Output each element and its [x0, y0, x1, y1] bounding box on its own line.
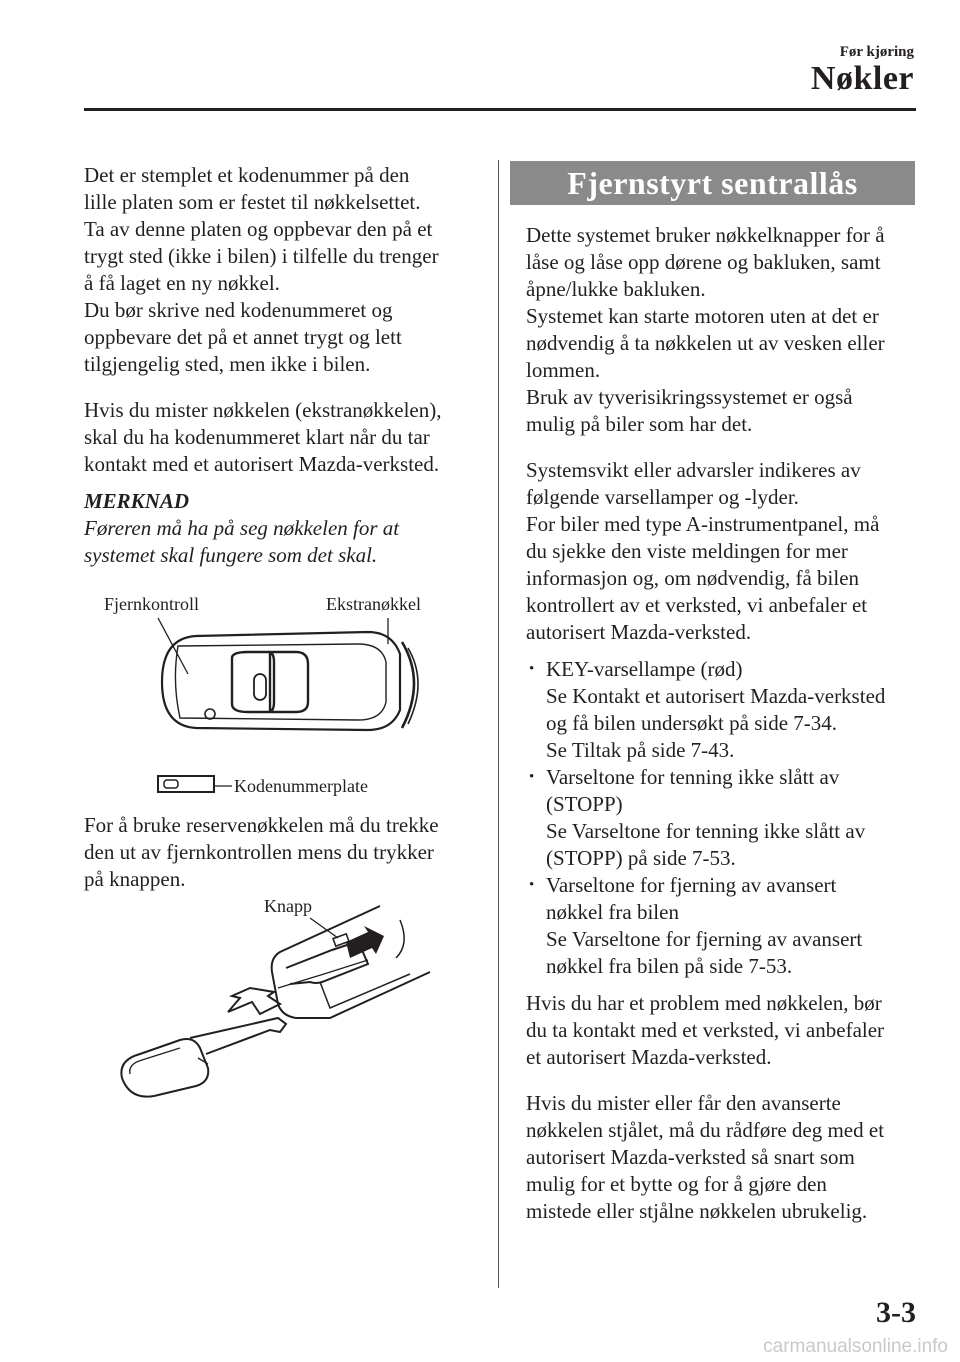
text-line: Bruk av tyverisikringssystemet er også: [526, 385, 853, 409]
left-para-2: [84, 397, 484, 478]
text-line: • Varseltone for tenning ikke slått av: [546, 765, 840, 789]
left-para-1: [84, 162, 484, 378]
key-fob-section-icon: [272, 906, 430, 1018]
page-number: 3-3: [876, 1296, 916, 1329]
right-column: [526, 222, 918, 1225]
text-line: kontrollert av et verksted, vi anbefaler et: [526, 593, 868, 617]
watermark: carmanualsonline.info: [763, 1336, 948, 1357]
left-para-3: [84, 812, 484, 893]
text-line: Du bør skrive ned kodenummeret og: [84, 298, 393, 322]
note-title: MERKNAD: [84, 489, 190, 513]
section-banner: Fjernstyrt sentrallås: [510, 161, 915, 205]
text-line: Se Varseltone for tenning ikke slått av: [546, 819, 866, 843]
text-line: å få laget en ny nøkkel.: [84, 271, 280, 295]
note-line: systemet skal fungere som det skal.: [84, 543, 378, 567]
text-line: • Varseltone for fjerning av avansert: [546, 873, 837, 897]
text-line: mulig på biler som har det.: [526, 412, 753, 436]
text-line: For å bruke reservenøkkelen må du trekke: [84, 813, 439, 837]
header-rule: [84, 108, 916, 111]
text-line: Hvis du mister nøkkelen (ekstranøkkelen),: [84, 398, 442, 422]
right-para-4: [526, 1090, 918, 1225]
text-line: Hvis du har et problem med nøkkelen, bør: [526, 991, 882, 1015]
column-divider: [498, 160, 499, 1288]
key-fob-illustration: [96, 586, 456, 800]
note-line: Føreren må ha på seg nøkkelen for at: [84, 516, 400, 540]
text-line: du ta kontakt med et verksted, vi anbefaler: [526, 1018, 885, 1042]
text-line: autorisert Mazda-verksted så snart som: [526, 1145, 855, 1169]
text-line: den ut av fjernkontrollen mens du trykker: [84, 840, 434, 864]
press-arrow-icon: [346, 926, 384, 958]
pull-arrow-icon: [228, 988, 280, 1014]
code-plate-label: Kodenummerplate: [234, 776, 368, 796]
text-line: Systemsvikt eller advarsler indikeres av: [526, 458, 861, 482]
text-line: nøkkel fra bilen på side 7-53.: [546, 954, 793, 978]
right-para-1: [526, 222, 918, 438]
text-line: Se Tiltak på side 7-43.: [546, 738, 735, 762]
warning-list: [526, 656, 918, 980]
spare-key-removal-illustration: [110, 888, 470, 1128]
key-fob-icon: [162, 632, 418, 730]
spare-key-icon: [121, 1018, 286, 1097]
text-line: mulig for et bytte og for å gjøre den: [526, 1172, 827, 1196]
text-line: mistede eller stjålne nøkkelen ubrukelig.: [526, 1199, 868, 1223]
text-line: låse og låse opp dørene og bakluken, samt: [526, 250, 881, 274]
section-label: Før kjøring: [839, 44, 914, 60]
code-plate-icon: [158, 776, 214, 792]
note-block: [84, 488, 484, 569]
text-line: oppbevare det på et annet trygt og lett: [84, 325, 402, 349]
text-line: (STOPP): [546, 792, 623, 816]
text-line: trygt sted (ikke i bilen) i tilfelle du trenger: [84, 244, 439, 268]
spare-key-label: Ekstranøkkel: [326, 594, 421, 614]
text-line: lommen.: [526, 358, 601, 382]
list-item: [526, 872, 918, 980]
text-line: åpne/lukke bakluken.: [526, 277, 706, 301]
right-para-2: [526, 457, 918, 646]
page-title: Nøkler: [810, 60, 914, 97]
text-line: • KEY-varsellampe (rød): [546, 657, 743, 681]
text-line: (STOPP) på side 7-53.: [546, 846, 736, 870]
list-item: [526, 656, 918, 764]
text-line: For biler med type A-instrumentpanel, må: [526, 512, 880, 536]
text-line: Systemet kan starte motoren uten at det er: [526, 304, 879, 328]
text-line: Hvis du mister eller får den avanserte: [526, 1091, 841, 1115]
text-line: nøkkel fra bilen: [546, 900, 679, 924]
right-para-3: [526, 990, 918, 1071]
text-line: Det er stemplet et kodenummer på den: [84, 163, 410, 187]
text-line: et autorisert Mazda-verksted.: [526, 1045, 772, 1069]
text-line: du sjekke den viste meldingen for mer: [526, 539, 848, 563]
left-column: [84, 162, 484, 569]
text-line: informasjon og, om nødvendig, få bilen: [526, 566, 860, 590]
text-line: autorisert Mazda-verksted.: [526, 620, 752, 644]
text-line: Se Varseltone for fjerning av avansert: [546, 927, 863, 951]
text-line: følgende varsellamper og -lyder.: [526, 485, 799, 509]
text-line: Ta av denne platen og oppbevar den på et: [84, 217, 433, 241]
text-line: tilgjengelig sted, men ikke i bilen.: [84, 352, 371, 376]
remote-label: Fjernkontroll: [104, 594, 199, 614]
text-line: kontakt med et autorisert Mazda-verksted.: [84, 452, 440, 476]
text-line: Dette systemet bruker nøkkelknapper for å: [526, 223, 885, 247]
text-line: på knappen.: [84, 867, 186, 891]
list-item: [526, 764, 918, 872]
button-label: Knapp: [264, 896, 312, 916]
text-line: nødvendig å ta nøkkelen ut av vesken eller: [526, 331, 885, 355]
text-line: lille platen som er festet til nøkkelsettet.: [84, 190, 421, 214]
text-line: skal du ha kodenummeret klart når du tar: [84, 425, 430, 449]
text-line: Se Kontakt et autorisert Mazda-verksted: [546, 684, 886, 708]
text-line: og få bilen undersøkt på side 7-34.: [546, 711, 838, 735]
text-line: nøkkelen stjålet, må du rådføre deg med et: [526, 1118, 885, 1142]
